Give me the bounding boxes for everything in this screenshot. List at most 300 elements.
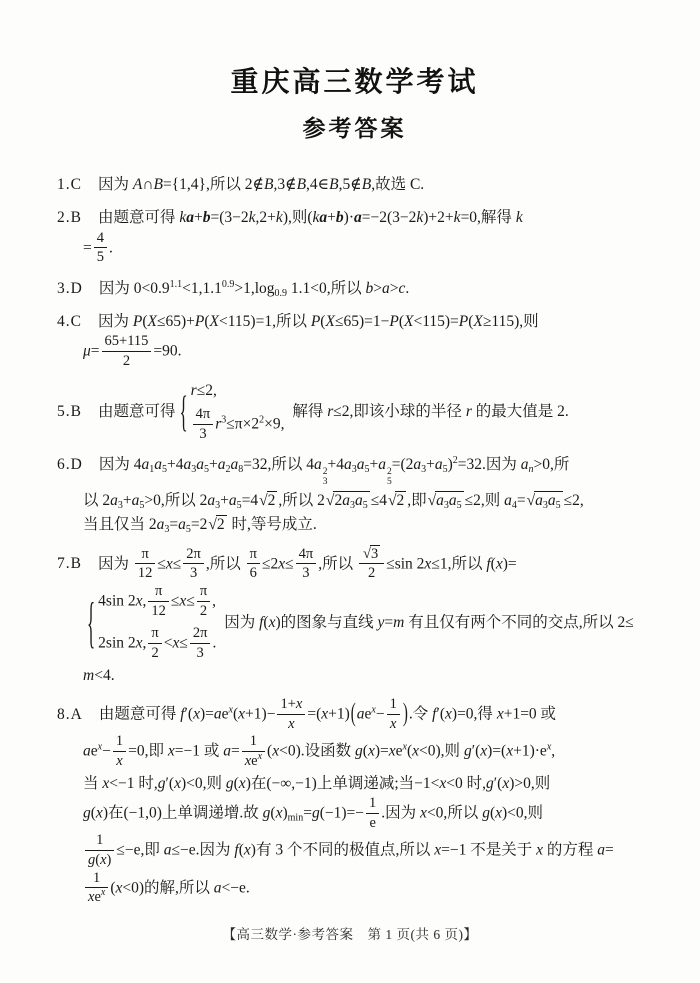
math-var: x xyxy=(388,742,396,760)
math-fraction xyxy=(183,546,204,582)
math-var: b xyxy=(365,279,374,297)
math-var: a xyxy=(354,492,363,510)
math-sqrt xyxy=(388,489,406,512)
math-var: g xyxy=(486,774,494,792)
math-var: x xyxy=(434,841,442,859)
math-var: a xyxy=(547,492,556,510)
math-var: f xyxy=(234,841,239,859)
answer-line: 6.D 因为 $4a_1a_5+4a_3a_5+a_2a_8=32$,所以 4a 2 3 $+4a_3a_5+a$ 2 5 $=(2a_3+a_5)^2=32$.因为 $a_n>0$,所 xyxy=(57,455,570,488)
subscript: 1 xyxy=(149,464,155,476)
math-fraction xyxy=(85,832,114,868)
answer-line: 3.D 因为 $0<0.9^{1.1}<1,1.1^{0.9}>1,\log_{0.9}$ 1.1<0,所以 b>a>c. xyxy=(57,278,410,299)
math-vector: a xyxy=(186,209,194,227)
math-var: x xyxy=(502,774,510,792)
answer-line: { 4sin 2x, $\frac{\pi}{12}$ ≤x≤ $\frac{\pi}{2}$ , 2sin 2x, $\frac{\pi}{2}$ <x≤ $\frac{2\pi}{3}$ . 因为 f(x)的图象与直线 y=m 有且仅有两个不同的交点,所以 2≤ xyxy=(57,584,652,663)
radical-sign: √ xyxy=(208,516,216,534)
superscript: 3 xyxy=(221,414,227,426)
fraction-numerator: π xyxy=(135,546,156,565)
math-var: x xyxy=(268,613,276,631)
cases-row: r≤2, xyxy=(190,381,217,399)
math-var: a xyxy=(597,841,605,859)
math-fraction xyxy=(277,696,305,732)
math-var: x xyxy=(116,752,123,769)
math-var: g xyxy=(83,804,91,822)
math-var: P xyxy=(310,313,321,331)
math-sqrt xyxy=(326,489,370,512)
math-var: a xyxy=(378,456,386,474)
fraction-numerator: 1 xyxy=(85,870,108,889)
answer-number: 5.B xyxy=(57,402,82,420)
math-var: x xyxy=(238,774,246,792)
fraction-numerator: 1 xyxy=(85,832,114,851)
fraction-numerator: 1 xyxy=(113,733,126,752)
math-var: g xyxy=(482,804,490,822)
math-var: x xyxy=(244,752,252,769)
answer-line: 当 x<−1 时,g′(x)<0,则 g(x)在(−∞,−1)上单调递减;当−1<x<0 时,g′(x)>0,则 xyxy=(83,774,551,792)
subscript: 3 xyxy=(215,500,221,512)
answer-item-2 xyxy=(57,206,652,267)
math-var: x xyxy=(135,592,143,610)
fraction-denominator: 5 xyxy=(96,249,104,266)
math-var: x xyxy=(102,774,110,792)
math-var: r xyxy=(215,415,222,433)
answer-number: 1.C xyxy=(57,176,82,193)
math-var: x xyxy=(115,879,123,897)
answer-number: 4.C xyxy=(57,313,82,331)
math-var: a xyxy=(131,492,140,510)
math-var: f xyxy=(180,705,185,723)
fraction-numerator: 1 xyxy=(242,733,265,752)
math-var: x xyxy=(179,592,187,610)
math-var: x xyxy=(278,555,286,573)
answer-line: 8.A 由题意可得 $f'(x)=ae^x(x+1)-$ $\frac{1+x}{x}$ $=(x+1)(ae^x-$ $\frac{1}{x}$ ).令 f′(x)=0,得 x+1=0 或 xyxy=(57,697,652,733)
math-var: X xyxy=(473,313,483,331)
math-var: a xyxy=(448,492,457,510)
math-var: a xyxy=(183,456,192,474)
math-supsub xyxy=(387,468,392,488)
math-var: a xyxy=(83,742,91,760)
math-var: B xyxy=(329,176,339,193)
math-var: x xyxy=(506,742,514,760)
answer-line: $\frac{1}{g(x)}$ ≤−e,即 a≤−e.因为 f(x)有 3 个不同的极值点,所以 x=−1 不是关于 x 的方程 a= xyxy=(57,833,652,869)
answer-number: 7.B xyxy=(57,555,82,573)
math-var: k xyxy=(416,209,424,227)
superscript xyxy=(229,704,233,715)
subscript: 3 xyxy=(351,464,357,476)
subscript: 4 xyxy=(511,500,517,512)
answer-number: 6.D xyxy=(57,456,83,474)
fraction-denominator: 6 xyxy=(249,565,257,582)
math-cases xyxy=(87,584,216,663)
math-vector: b xyxy=(335,209,344,227)
radicand: $2a_3a_5$ xyxy=(334,492,368,512)
math-var: a xyxy=(228,492,237,510)
math-sqrt xyxy=(259,489,277,512)
fraction-numerator: π xyxy=(247,546,260,565)
math-var: x xyxy=(412,742,420,760)
fraction-numerator: 4 xyxy=(94,230,107,249)
fraction-numerator: 2π xyxy=(183,546,204,565)
subscript: 3 xyxy=(421,464,427,476)
fraction-numerator: π xyxy=(197,583,210,602)
cases-row: $\frac{4\pi}{3}$ $r^3\le\pi\times 2^2\times 9$, xyxy=(191,407,285,443)
math-var: a xyxy=(343,456,352,474)
subscript: 5 xyxy=(456,500,462,512)
math-var: μ xyxy=(83,343,91,361)
left-brace: { xyxy=(179,386,188,436)
math-var: m xyxy=(83,666,95,684)
math-fraction xyxy=(242,733,265,769)
math-var: k xyxy=(312,209,320,227)
fraction-denominator xyxy=(277,715,305,733)
math-var: g xyxy=(157,774,166,792)
math-var: k xyxy=(248,209,256,227)
math-var: x xyxy=(495,804,502,822)
math-fraction xyxy=(148,625,161,661)
math-var: g xyxy=(88,851,96,868)
math-var: x xyxy=(275,804,283,822)
math-var: X xyxy=(209,313,219,331)
math-var: a xyxy=(313,456,322,474)
math-var: a xyxy=(207,492,216,510)
doc-subtitle: 参考答案 xyxy=(302,116,407,141)
answer-number: 3.D xyxy=(57,279,83,297)
subscript: 3 xyxy=(164,524,170,536)
math-var: X xyxy=(147,313,157,331)
math-var: X xyxy=(325,313,335,331)
answer-item-6 xyxy=(57,453,652,536)
superscript: 1.1 xyxy=(169,278,183,290)
radicand: 3 xyxy=(370,545,379,562)
math-var: B xyxy=(361,176,372,193)
math-vector: a xyxy=(353,209,362,227)
math-var: a xyxy=(230,456,239,474)
fraction-denominator: 2 xyxy=(151,644,159,661)
fraction-denominator: 2 xyxy=(367,565,376,582)
answer-item-3 xyxy=(57,277,652,300)
answer-line: $ae^x-$ $\frac{1}{x}$ =0,即 x=−1 或 a= $\frac{1}{xe^x}$ (x<0).设函数 $g(x)=xe^x(x<0)$,则 $g'(x)=(x+1)\cdot e^x$, xyxy=(83,733,556,769)
math-cases xyxy=(179,381,284,443)
math-var: x xyxy=(495,555,503,573)
answer-item-4 xyxy=(57,310,652,371)
answer-item-8 xyxy=(57,697,652,907)
math-var: x xyxy=(238,705,246,723)
superscript xyxy=(547,742,551,753)
fraction-denominator: g(x) xyxy=(88,851,112,868)
math-fraction xyxy=(387,696,400,732)
fraction-denominator: 12 xyxy=(137,565,153,582)
math-var: r xyxy=(190,381,197,399)
superscript: 2 xyxy=(259,414,265,426)
math-sqrt xyxy=(208,513,226,536)
math-var: x xyxy=(420,804,427,822)
radicand xyxy=(534,491,563,512)
fraction-denominator: 2 xyxy=(199,602,208,619)
superscript: 2 xyxy=(386,467,392,478)
subscript: 3 xyxy=(191,464,197,476)
math-var: a xyxy=(178,516,186,534)
answer-line: 5.B 由题意可得 { r≤2, $\frac{4\pi}{3}$ $r^3\le\pi\times 2^2\times 9$, 解得 r≤2,即该小球的半径 r 的最大值是 2. xyxy=(57,381,652,443)
answer-line: 2.B 由题意可得 ka+b=(3−2k,2+k),则(ka+b)·a=−2(3−2k)+2+k=0,解得 k xyxy=(57,209,523,227)
subscript: 5 xyxy=(386,477,392,488)
answer-line: g(x)在(−1,0)上单调递增.故 $g(x)_{min}=g(-1)=-$ $\frac{1}{e}$ .因为 x<0,所以 g(x)<0,则 xyxy=(83,794,544,831)
subscript: 5 xyxy=(203,464,209,476)
cases-rows xyxy=(191,381,285,443)
superscript: 2 xyxy=(322,467,328,478)
math-var: c xyxy=(398,279,406,297)
math-var: a xyxy=(223,742,231,760)
math-var: y xyxy=(377,613,385,631)
subscript: 8 xyxy=(238,464,244,476)
subscript: 3 xyxy=(117,500,123,512)
math-var: f xyxy=(259,613,264,631)
math-var: x xyxy=(135,635,143,653)
subscript: 5 xyxy=(161,464,167,476)
superscript xyxy=(258,751,262,762)
math-var: r xyxy=(327,402,334,420)
math-var: B xyxy=(263,176,274,193)
math-var: x xyxy=(480,742,488,760)
answer-line: = $\frac{4}{5}$ . xyxy=(83,229,113,266)
math-var: x xyxy=(95,804,103,822)
math-var: a xyxy=(413,456,422,474)
radicand: 2 xyxy=(267,492,276,510)
math-var: B xyxy=(153,176,163,193)
math-var: x xyxy=(228,704,233,716)
math-var: B xyxy=(296,176,307,193)
fraction-numerator: 4π xyxy=(193,406,214,425)
answer-number: 2.B xyxy=(57,209,82,227)
fraction-denominator: 3 xyxy=(302,565,310,582)
math-var: a xyxy=(213,705,222,723)
fraction-denominator: 2 xyxy=(122,353,131,370)
fraction-numerator: 2π xyxy=(190,625,211,644)
answer-line: 1.C 因为 A∩B={1,4},所以 2∉B,3∉B,4∈B,5∉B,故选 C. xyxy=(57,176,425,193)
math-var: g xyxy=(355,742,363,760)
math-var: x xyxy=(100,851,107,868)
math-var: g xyxy=(225,774,234,792)
radical-sign: √ xyxy=(526,492,535,510)
math-fraction xyxy=(197,583,210,619)
superscript xyxy=(98,742,102,753)
superscript xyxy=(403,742,407,753)
math-var: x xyxy=(243,841,251,859)
math-fraction xyxy=(296,546,317,582)
fraction-numerator: 4π xyxy=(296,546,317,565)
math-fraction xyxy=(190,625,211,661)
fraction-denominator xyxy=(113,752,126,770)
math-fraction xyxy=(85,870,108,906)
math-var: k xyxy=(515,209,523,227)
math-fraction xyxy=(359,546,384,582)
math-var: x xyxy=(172,635,180,653)
fraction-numerator: π xyxy=(148,583,169,602)
math-var: a xyxy=(110,492,118,510)
math-var: x xyxy=(167,742,175,760)
fraction-denominator xyxy=(387,715,400,733)
subscript: 5 xyxy=(362,500,368,512)
math-var: a xyxy=(504,492,512,510)
math-var: x xyxy=(193,705,200,723)
answer-item-1 xyxy=(57,173,652,196)
math-var: a xyxy=(141,456,150,474)
math-var: x xyxy=(371,704,376,716)
subscript: 3 xyxy=(443,500,449,512)
math-var: g xyxy=(463,742,472,760)
math-var: a xyxy=(356,705,365,723)
math-var: x xyxy=(257,751,263,763)
math-var: x xyxy=(272,742,280,760)
subscript: 5 xyxy=(139,500,145,512)
math-var: a xyxy=(520,456,529,474)
math-var: x xyxy=(402,741,407,753)
math-fraction xyxy=(135,546,156,582)
superscript xyxy=(371,704,375,715)
math-var: a xyxy=(356,456,365,474)
radical-sign: √ xyxy=(325,492,334,510)
math-var: x xyxy=(424,555,432,573)
math-var: x xyxy=(295,695,303,712)
math-fraction xyxy=(148,583,169,619)
fraction-denominator: 3 xyxy=(199,425,207,442)
math-var: P xyxy=(458,313,469,331)
math-var: x xyxy=(165,555,173,573)
radicand xyxy=(435,491,464,512)
page-footer: 【高三数学·参考答案 第 1 页(共 6 页)】 xyxy=(222,927,478,942)
answer-item-7 xyxy=(57,547,652,687)
subscript: 5 xyxy=(364,464,370,476)
subscript: 3 xyxy=(349,500,355,512)
math-fraction xyxy=(102,333,152,369)
answer-line: $\frac{1}{xe^x}$ (x<0)的解,所以 a<−e. xyxy=(57,871,652,907)
math-var: P xyxy=(194,313,205,331)
answers-list xyxy=(57,173,652,907)
math-var: k xyxy=(179,209,187,227)
math-var: a xyxy=(154,456,162,474)
math-var: x xyxy=(97,741,103,753)
math-var: X xyxy=(403,313,414,331)
subscript: min xyxy=(287,812,304,824)
radicand: 2 xyxy=(396,492,405,510)
math-var: a xyxy=(163,841,172,859)
math-var: f xyxy=(432,705,437,723)
fraction-denominator: $xe^x$ xyxy=(88,887,106,906)
math-var: a xyxy=(434,456,443,474)
math-var: a xyxy=(213,879,222,897)
math-var: x xyxy=(445,705,452,723)
fraction-numerator: 65+115 xyxy=(102,333,152,352)
math-var: x xyxy=(288,715,295,732)
math-var: r xyxy=(465,402,472,420)
subscript: 5 xyxy=(442,464,448,476)
math-fraction xyxy=(94,230,107,266)
math-var: a xyxy=(196,456,204,474)
subscript: 3 xyxy=(322,477,328,488)
math-sqrt xyxy=(527,489,563,512)
answer-line: 7.B 因为 $\frac{\pi}{12}$ ≤x≤ $\frac{2\pi}{3}$ ,所以 $\frac{\pi}{6}$ ≤2x≤ $\frac{4\pi}{3}$ ,所以 $\frac{√3}{2}$ ≤sin 2x≤1,所以 f(x)= xyxy=(57,545,517,582)
math-vector: b xyxy=(202,209,211,227)
math-var: x xyxy=(546,741,552,753)
math-var: x xyxy=(88,889,95,906)
math-paren: ( xyxy=(350,699,356,728)
superscript: 2 xyxy=(452,455,458,467)
left-brace: { xyxy=(87,591,96,654)
math-var: a xyxy=(342,492,350,510)
math-var: g xyxy=(311,804,320,822)
cases-row: 2sin 2x, $\frac{\pi}{2}$ <x≤ $\frac{2\pi}{3}$ . xyxy=(98,625,217,661)
math-sqrt xyxy=(428,489,464,512)
radical-sign: √ xyxy=(387,492,396,510)
cases-row: 4sin 2x, $\frac{\pi}{12}$ ≤x≤ $\frac{\pi}{2}$ , xyxy=(98,582,217,619)
fraction-numerator: π xyxy=(148,625,161,644)
math-paren: ) xyxy=(402,699,408,728)
subscript: 5 xyxy=(236,500,242,512)
math-var: a xyxy=(535,492,543,510)
math-var: x xyxy=(536,841,543,859)
math-var: k xyxy=(275,209,283,227)
fraction-denominator: 3 xyxy=(189,565,198,582)
math-sqrt xyxy=(363,546,380,563)
fraction-numerator: 1 xyxy=(366,795,379,814)
math-fraction xyxy=(193,406,214,442)
math-supsub xyxy=(323,468,328,488)
superscript: 0.9 xyxy=(221,278,235,290)
math-var: a xyxy=(436,492,444,510)
answer-number: 8.A xyxy=(57,705,83,723)
superscript xyxy=(101,887,105,898)
math-var: a xyxy=(217,456,226,474)
math-var: k xyxy=(453,209,461,227)
fraction-denominator: 3 xyxy=(196,644,204,661)
subscript: 5 xyxy=(555,500,561,512)
math-var: m xyxy=(393,613,405,631)
answer-line: 以 $2a_3+a_5>0$,所以 $2a_3+a_5=4√2$ ,所以 $2√2a_3a_5 \le 4√2$ ,即$√a_3a_5 \le 2$,则 $a_4=√a_3a_5 \le 2$, xyxy=(57,489,652,512)
math-var: A xyxy=(132,176,143,193)
math-var: g xyxy=(262,804,271,822)
math-vector: a xyxy=(319,209,328,227)
fraction-denominator: e xyxy=(369,814,376,831)
math-var: x xyxy=(321,705,329,723)
radicand: 2 xyxy=(216,516,225,534)
doc-title: 重庆高三数学考试 xyxy=(230,67,479,98)
math-var: x xyxy=(496,705,504,723)
math-var: x xyxy=(174,774,181,792)
cases-rows xyxy=(98,584,216,663)
math-fraction xyxy=(113,733,126,769)
math-var: f xyxy=(486,555,491,573)
fraction-denominator: 12 xyxy=(151,602,166,619)
radical-sign: √ xyxy=(362,545,370,562)
math-var: x xyxy=(390,715,397,732)
math-fraction xyxy=(366,795,379,831)
math-var: a xyxy=(382,279,390,297)
math-var: x xyxy=(100,887,106,899)
fraction-numerator xyxy=(359,546,384,565)
fraction-denominator: $xe^x$ xyxy=(244,751,263,769)
answer-line: μ= $\frac{65+115}{2}$ =90. xyxy=(83,333,182,370)
radical-sign: √ xyxy=(259,492,267,510)
answer-line: 4.C 因为 P(X≤65)+P(X<115)=1,所以 P(X≤65)=1−P(X<115)=P(X≥115),则 xyxy=(57,313,539,331)
subscript: 5 xyxy=(185,524,191,536)
answer-item-5 xyxy=(57,381,652,443)
math-fraction xyxy=(247,546,260,582)
fraction-numerator: 1 xyxy=(387,696,400,715)
radical-sign: √ xyxy=(427,492,436,510)
subscript: 2 xyxy=(225,464,231,476)
answer-line: 当且仅当 $2a_3=a_5=2√2$ 时,等号成立. xyxy=(57,513,652,536)
subscript xyxy=(529,464,534,475)
subscript: 0.9 xyxy=(274,287,288,299)
